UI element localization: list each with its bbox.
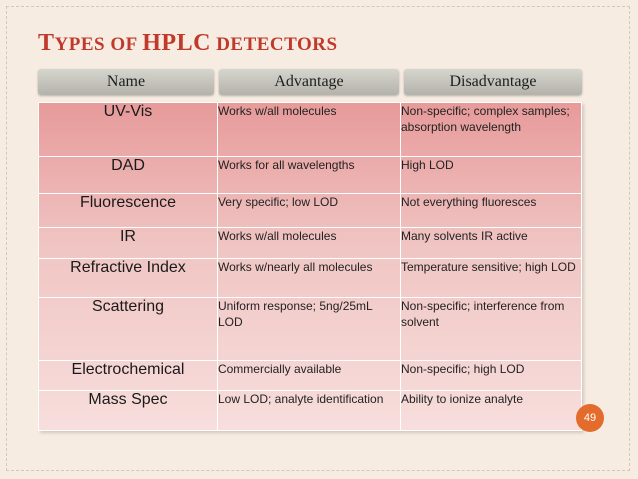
detector-name: Fluorescence <box>39 194 218 228</box>
header-disadvantage: Disadvantage <box>404 69 582 95</box>
title-initial: T <box>38 30 55 56</box>
detector-name: Mass Spec <box>39 391 218 431</box>
disadvantage-cell: Temperature sensitive; high LOD <box>400 259 581 298</box>
table-row <box>39 391 582 431</box>
header-name: Name <box>38 69 214 95</box>
advantage-cell: Very specific; low LOD <box>217 194 400 228</box>
advantage-cell: Works for all wavelengths <box>217 157 400 194</box>
table-row <box>39 103 582 157</box>
page-number-badge: 49 <box>576 404 604 432</box>
advantage-cell: Works w/nearly all molecules <box>217 259 400 298</box>
detector-name: Electrochemical <box>39 361 218 391</box>
advantage-cell: Works w/all molecules <box>217 103 400 157</box>
disadvantage-cell: Not everything fluoresces <box>400 194 581 228</box>
detector-name: DAD <box>39 157 218 194</box>
disadvantage-cell: High LOD <box>400 157 581 194</box>
advantage-cell: Commercially available <box>217 361 400 391</box>
table-row <box>39 361 582 391</box>
advantage-cell: Uniform response; 5ng/25mL LOD <box>217 298 400 361</box>
disadvantage-cell: Non-specific; high LOD <box>400 361 581 391</box>
table-row <box>39 194 582 228</box>
advantage-cell: Low LOD; analyte identification <box>217 391 400 431</box>
detector-name: UV-Vis <box>39 103 218 157</box>
table-row <box>39 228 582 259</box>
slide-title <box>38 30 338 57</box>
detector-name: Scattering <box>39 298 218 361</box>
table-row <box>39 298 582 361</box>
advantage-cell: Works w/all molecules <box>217 228 400 259</box>
table-row <box>39 259 582 298</box>
title-part1: YPES OF <box>54 34 143 55</box>
title-part2: DETECTORS <box>210 34 338 55</box>
disadvantage-cell: Non-specific; complex samples; absorption wavelength <box>400 103 581 157</box>
disadvantage-cell: Non-specific; interference from solvent <box>400 298 581 361</box>
disadvantage-cell: Ability to ionize analyte <box>400 391 581 431</box>
table-header <box>38 69 582 95</box>
table-row <box>39 157 582 194</box>
detectors-table <box>38 102 582 431</box>
title-hplc: HPLC <box>142 30 211 56</box>
detector-name: Refractive Index <box>39 259 218 298</box>
detector-name: IR <box>39 228 218 259</box>
disadvantage-cell: Many solvents IR active <box>400 228 581 259</box>
header-advantage: Advantage <box>219 69 399 95</box>
